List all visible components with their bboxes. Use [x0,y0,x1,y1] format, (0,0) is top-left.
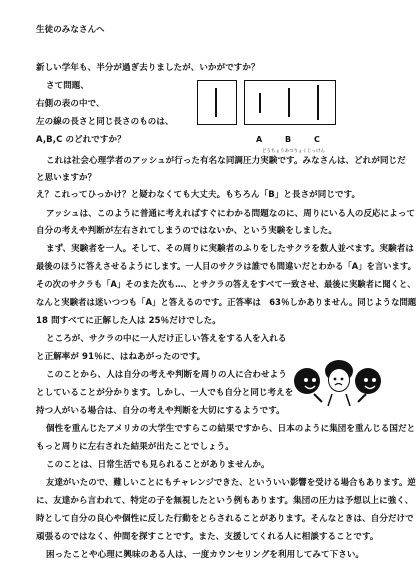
label-b: B [285,135,292,144]
illustration-details [300,372,380,412]
body-line: なんと実験者は迷いつつも「A」と答えるのです。正答率は 63％しかありません。同じような問題 [36,298,417,308]
body-line: このことから、人は自分の考えや判断を周りの人に合わせよう [46,370,287,380]
body-line: もっと周りに左右された結果が出たことでしょう。 [36,442,234,452]
body-line: 個性を重んじたアメリカの大学生ですらこの結果ですから、日本のように集団を重んじる国だと [46,424,416,434]
line-b [288,88,290,117]
body-line: と正解率が 91％に、はねあがったのです。 [36,352,206,362]
body-line: 自分の考えや判断が左右されてしまうのではないか、という実験をしました。 [36,226,338,236]
line-a [259,93,261,113]
label-a: A [256,135,263,144]
body-line: アッシュは、このように普通に考えればすぐにわかる問題なのに、周りにいる人の反応によって [46,209,416,219]
body-line: 最後のほうに答えさせるようにします。一人目のサクラは誰でも間違いだとわかる「A」を言います。 [36,262,416,272]
intro-line: 新しい学年も、半分が過ぎ去りましたが、いかがですか？ [36,63,260,73]
body-line: 困ったことや心理に興味のある人は、一度カウンセリングを利用してみて下さい。 [46,550,365,560]
intro-line: A,B,C のどれですか？ [36,135,126,145]
body-line: これは社会心理学者のアッシュが行った有名な同調圧力実験です。みなさんは、どれが同じだ [46,156,406,166]
label-c: C [314,135,320,144]
body-line: ところが、サクラの中に一人だけ正しい答えをする人を入れる [46,334,287,344]
body-line: に、友達から言われて、特定の子を無視したという例もあります。集団の圧力は予想以上に強く、 [36,496,414,506]
reference-line [215,88,217,117]
body-line: 時として自分の良心や個性に反した行動をとらされることがあります。そんなときは、自分だけで [36,514,414,524]
body-line: まず、実験者を一人。そして、その周りに実験者のふりをしたサクラを数人並べます。実験者は [46,244,414,254]
line-c [317,85,319,120]
body-line: としていることが分かります。しかし、一人でも自分と同じ考えを [36,388,294,398]
body-line: え？これってひっかけ？と疑わなくても大丈夫。もちろん「B」と長さが同じです。 [36,190,361,200]
body-line: その次のサクラも「A」そのまた次も…、とサクラの答えをすべて一致させ、最後に実験者に聞くと、 [36,280,416,290]
body-line: 持つ人がいる場合は、自分の考えや判断を大切にするようです。 [36,406,285,416]
body-line: 友達がいたので、難しいことにもチャレンジできた、といういい影響を受ける場合もあります。逆 [46,478,416,488]
intro-line: さて問題、 [46,81,90,91]
greeting: 生徒のみなさんへ [36,25,105,35]
body-line: 頑張るのではなく、仲間を探すことです。また、支援してくれる人に相談することです。 [36,532,379,542]
reference-box [197,80,237,125]
body-line: 18 問すべてに正解した人は 25％だけでした。 [36,316,221,326]
comparison-box [244,80,336,125]
intro-line: 左の線の長さと同じ長さのものは、 [36,117,174,127]
body-line: と思いますか？ [36,173,97,183]
intro-line: 右側の表の中で、 [36,99,105,109]
furigana: どうちょうあつりょくじっけん [262,149,325,154]
body-line: このことは、日常生活でも見られることがありませんか。 [46,460,270,470]
